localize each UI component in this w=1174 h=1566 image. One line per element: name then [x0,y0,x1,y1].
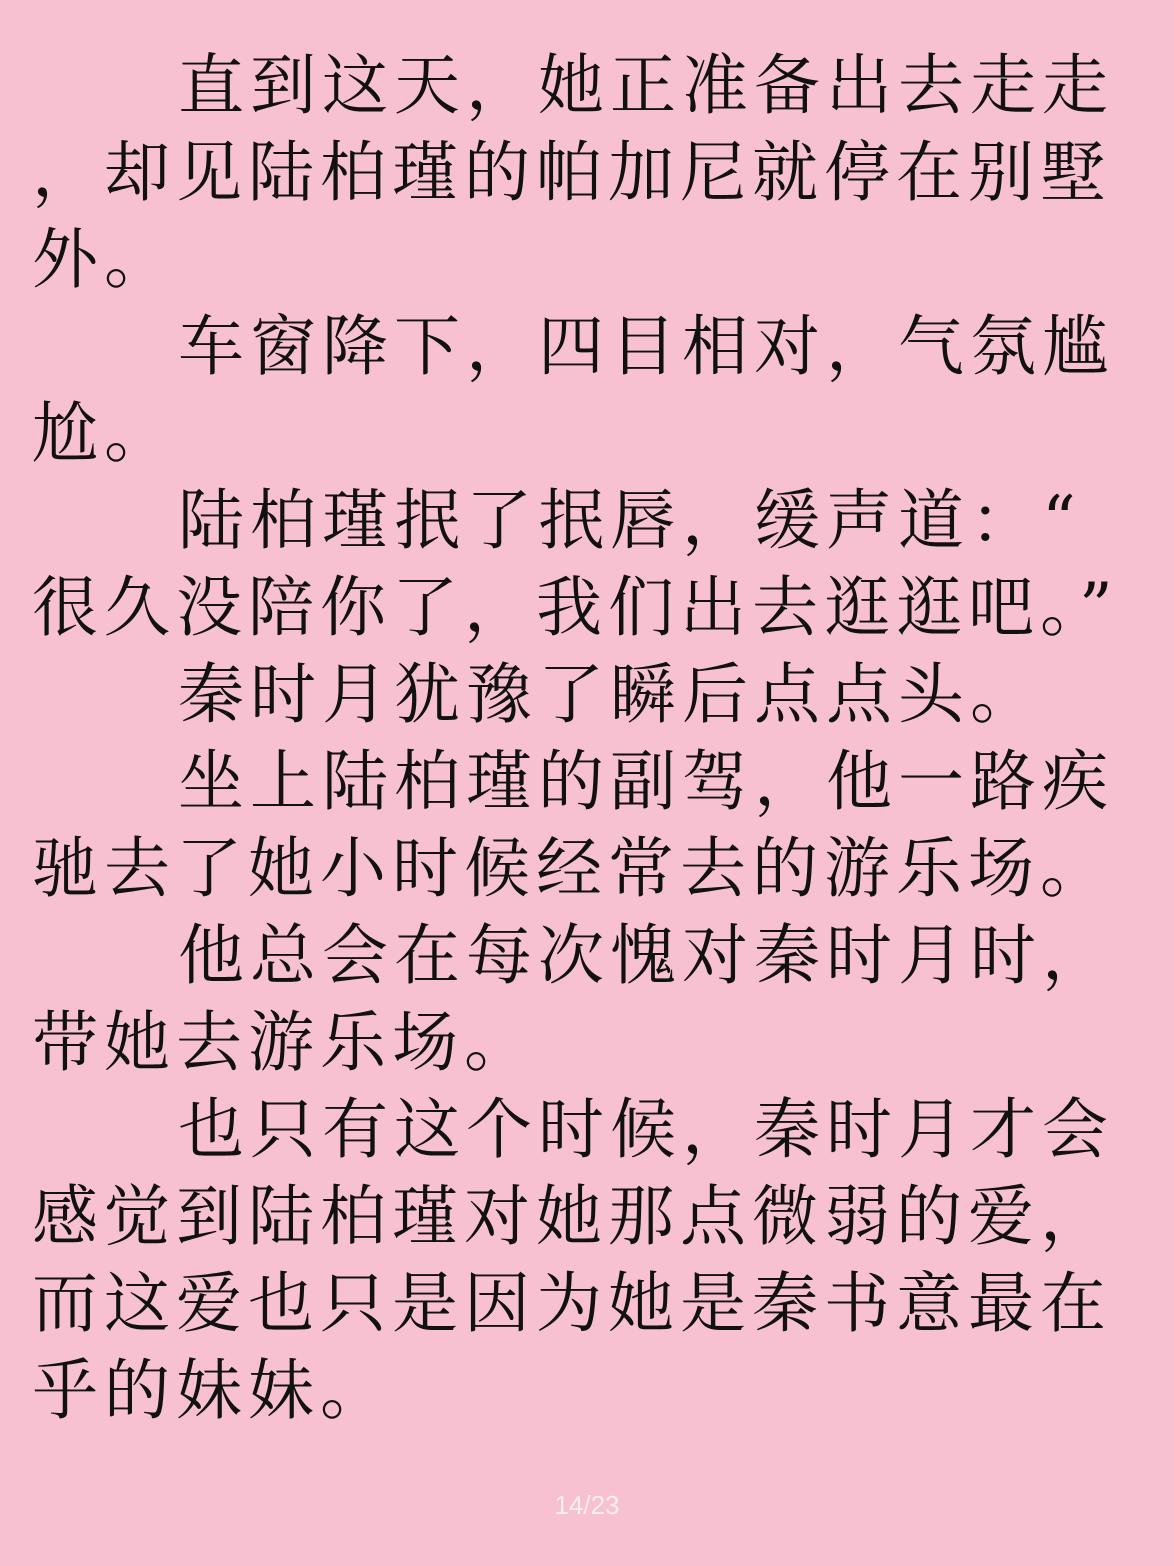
text-line: ，却见陆柏瑾的帕加尼就停在别墅 [32,134,1112,211]
text-line: 直到这天，她正准备出去走走 [178,47,1114,124]
text-line: 坐上陆柏瑾的副驾，他一路疾 [178,743,1114,820]
text-line: 他总会在每次愧对秦时月时， [178,917,1114,994]
text-line: 而这爱也只是因为她是秦书意最在 [32,1265,1112,1342]
text-line: 很久没陪你了，我们出去逛逛吧。” [32,569,1119,646]
text-line: 驰去了她小时候经常去的游乐场。 [32,830,1112,907]
text-line: 尬。 [32,395,176,472]
page-indicator: 14/23 [554,1490,620,1520]
text-line: 也只有这个时候，秦时月才会 [178,1091,1114,1168]
text-line: 陆柏瑾抿了抿唇，缓声道：“ [178,482,1082,559]
text-line: 秦时月犹豫了瞬后点点头。 [178,656,1042,733]
text-line: 乎的妹妹。 [32,1352,392,1429]
text-line: 外。 [32,221,176,298]
text-line: 带她去游乐场。 [32,1004,536,1081]
text-line: 车窗降下，四目相对，气氛尴 [178,308,1114,385]
text-line: 感觉到陆柏瑾对她那点微弱的爱， [32,1178,1112,1255]
chapter-text [32,42,1142,1434]
